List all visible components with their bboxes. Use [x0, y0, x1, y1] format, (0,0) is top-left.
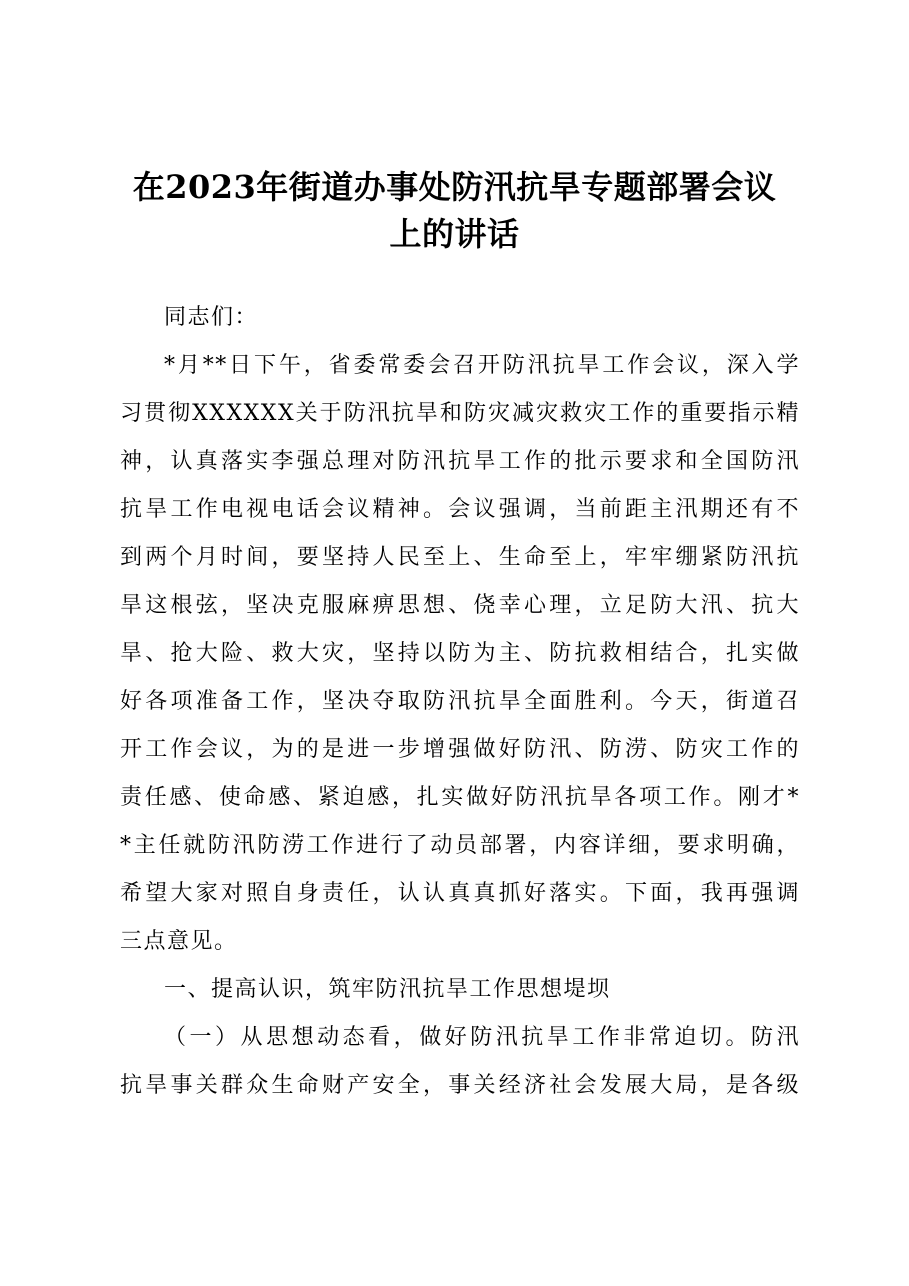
paragraph-2	[120, 1014, 800, 1110]
paragraph-1-line: *月**日下午，省委常委会召开防汛抗旱工作会议，深入学	[164, 353, 800, 378]
paragraph-1-line: 开工作会议，为的是进一步增强做好防汛、防涝、防灾工作的	[120, 737, 800, 762]
paragraph-2-line: （一）从思想动态看，做好防汛抗旱工作非常迫切。防汛	[164, 1025, 800, 1050]
paragraph-1-line: 责任感、使命感、紧迫感，扎实做好防汛抗旱各项工作。刚才*	[120, 785, 800, 810]
paragraph-1-line: 希望大家对照自身责任，认认真真抓好落实。下面，我再强调	[120, 881, 800, 906]
paragraph-1-line: 好各项准备工作，坚决夺取防汛抗旱全面胜利。今天，街道召	[120, 689, 800, 714]
paragraph-1-line: 旱、抢大险、救大灾，坚持以防为主、防抗救相结合，扎实做	[120, 641, 800, 666]
paragraph-1-line: *主任就防汛防涝工作进行了动员部署，内容详细，要求明确，	[120, 833, 800, 858]
section-heading-1	[120, 966, 800, 1014]
salutation	[120, 294, 800, 342]
paragraph-1-line: 神，认真落实李强总理对防汛抗旱工作的批示要求和全国防汛	[120, 449, 800, 474]
paragraph-1-line: 抗旱工作电视电话会议精神。会议强调，当前距主汛期还有不	[120, 497, 800, 522]
section-heading-1-text: 一、提高认识，筑牢防汛抗旱工作思想堤坝	[164, 977, 611, 1002]
salutation-text: 同志们：	[164, 305, 259, 330]
paragraph-1-line: 习贯彻XXXXXX关于防汛抗旱和防灾减灾救灾工作的重要指示精	[120, 401, 800, 426]
document-title	[100, 164, 809, 258]
paragraph-1-line: 三点意见。	[120, 929, 238, 954]
paragraph-1-line: 到两个月时间，要坚持人民至上、生命至上，牢牢绷紧防汛抗	[120, 545, 800, 570]
paragraph-1	[120, 342, 800, 966]
paragraph-1-line: 旱这根弦，坚决克服麻痹思想、侥幸心理，立足防大汛、抗大	[120, 593, 800, 618]
title-line-1: 在2023年街道办事处防汛抗旱专题部署会议	[132, 168, 777, 206]
document-body	[120, 294, 800, 1110]
paragraph-2-line: 抗旱事关群众生命财产安全，事关经济社会发展大局，是各级	[120, 1073, 800, 1098]
title-line-2: 上的讲话	[389, 215, 520, 253]
